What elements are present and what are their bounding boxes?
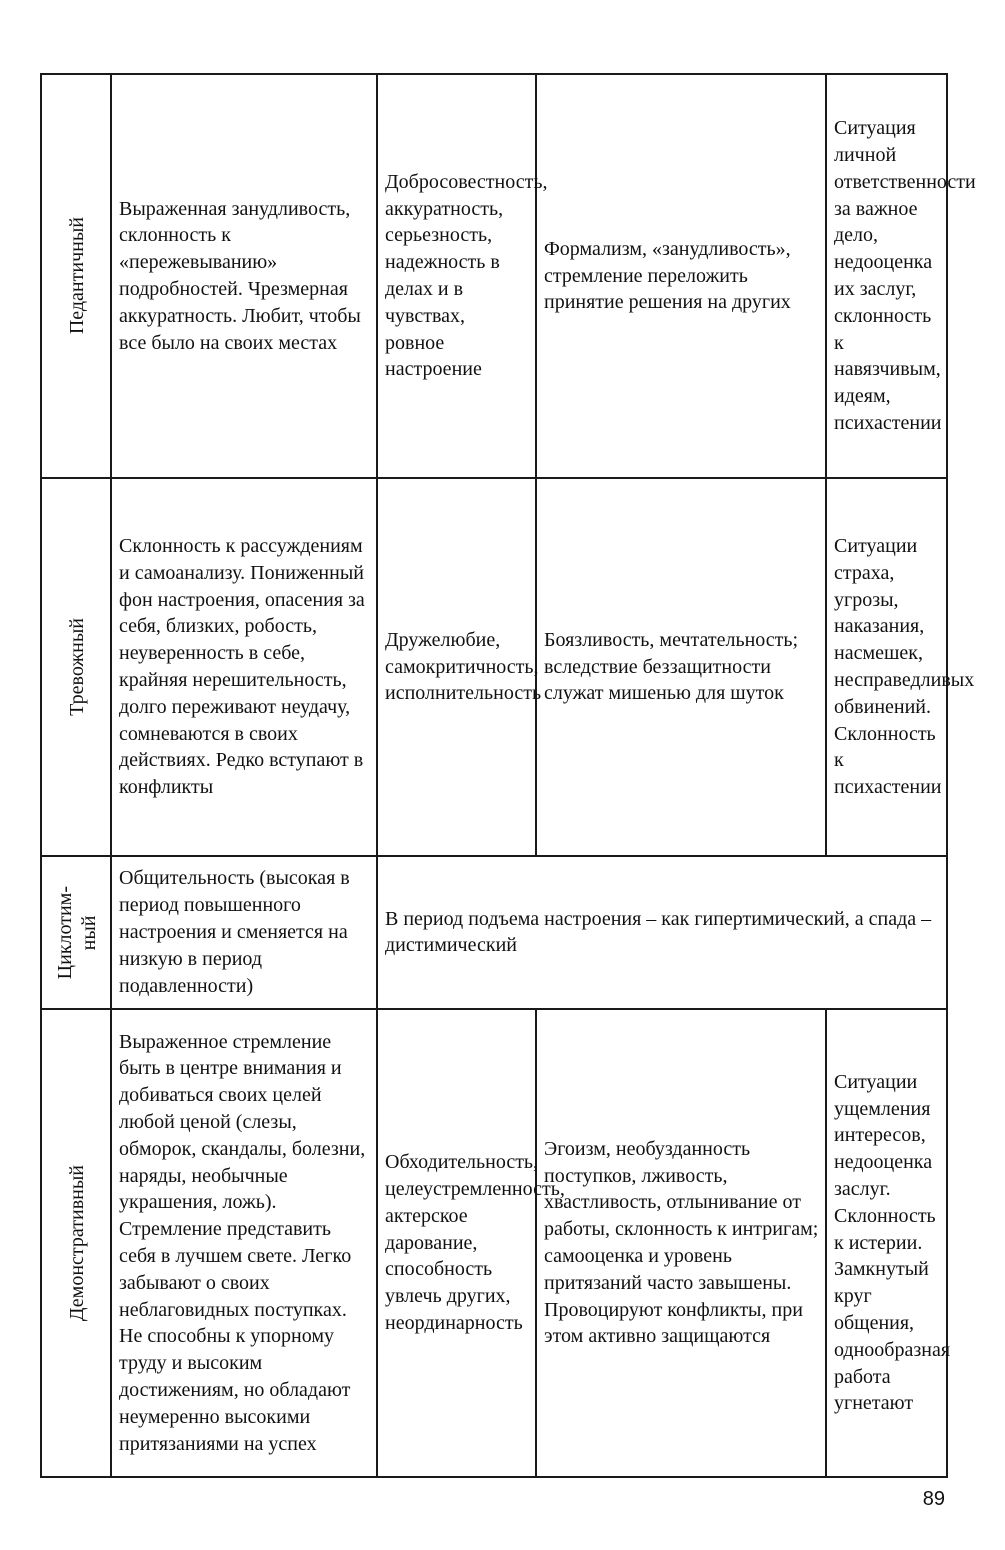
- positive-traits-cell: Дружелюбие, самокритичность, исполнительность: [377, 478, 536, 856]
- features-cell: Выраженная занудливость, склонность к «пережевыванию» подробностей. Чрезмерная аккуратность. Любит, чтобы все было на своих местах: [111, 74, 377, 478]
- table-row-anxious: [41, 478, 947, 856]
- negative-traits-cell: Формализм, «занудливость», стремление переложить принятие решения на других: [536, 74, 826, 478]
- features-cell: Общительность (высокая в период повышенного настроения и сменяется на низкую в период подавленности): [111, 856, 377, 1009]
- positive-traits-cell: Добросовестность, аккуратность, серьезность, надежность в делах и в чувствах, ровное настроение: [377, 74, 536, 478]
- type-cell: [41, 74, 111, 478]
- risk-situations-cell: Ситуации ущемления интересов, недооценка заслуг. Склонность к истерии. Замкнутый круг общения, однообразная работа угнетают: [826, 1009, 947, 1477]
- merged-description-cell: В период подъема настроения – как гипертимический, а спада – дистимический: [377, 856, 947, 1009]
- type-cell: [41, 1009, 111, 1477]
- positive-traits-cell: Обходительность, целеустремленность, актерское дарование, способность увлечь других, неординарность: [377, 1009, 536, 1477]
- character-typology-table: [40, 73, 976, 1478]
- features-cell: Выраженное стремление быть в центре внимания и добиваться своих целей любой ценой (слезы, обморок, скандалы, болезни, наряды, необычные украшения, ложь). Стремление представить себя в лучшем свете. Легко забывают о своих неблаговидных поступках. Не способны к упорному труду и высоким достижениям, но обладают неумеренно высокими притязаниями на успех: [111, 1009, 377, 1477]
- type-label: Демонстративный: [65, 1164, 88, 1321]
- type-label: Педантичный: [65, 217, 88, 335]
- table-row-demonstrative: [41, 1009, 947, 1477]
- page-number: 89: [922, 1488, 945, 1510]
- type-cell: [41, 856, 111, 1009]
- type-label: Тревожный: [65, 618, 88, 716]
- features-cell: Склонность к рассуждениям и самоанализу. Пониженный фон настроения, опасения за себя, близких, робость, неуверенность в себе, крайняя нерешительность, долго переживают неудачу, сомневаются в своих действиях. Редко вступают в конфликты: [111, 478, 377, 856]
- type-cell: [41, 478, 111, 856]
- negative-traits-cell: Боязливость, мечтательность; вследствие беззащитности служат мишенью для шуток: [536, 478, 826, 856]
- risk-situations-cell: Ситуации страха, угрозы, наказания, насмешек, несправедливых обвинений. Склонность к психастении: [826, 478, 947, 856]
- table-row-cyclothymic: [41, 856, 947, 1009]
- negative-traits-cell: Эгоизм, необузданность поступков, лживость, хвастливость, отлынивание от работы, склонность к интригам; самооценка и уровень притязаний часто завышены. Провоцируют конфликты, при этом активно защищаются: [536, 1009, 826, 1477]
- type-label: Циклотим- ный: [53, 885, 100, 980]
- risk-situations-cell: Ситуация личной ответственности за важное дело, недооценка их заслуг, склонность к навязчивым, идеям, психастении: [826, 74, 947, 478]
- table-row-pedantic: [41, 74, 947, 478]
